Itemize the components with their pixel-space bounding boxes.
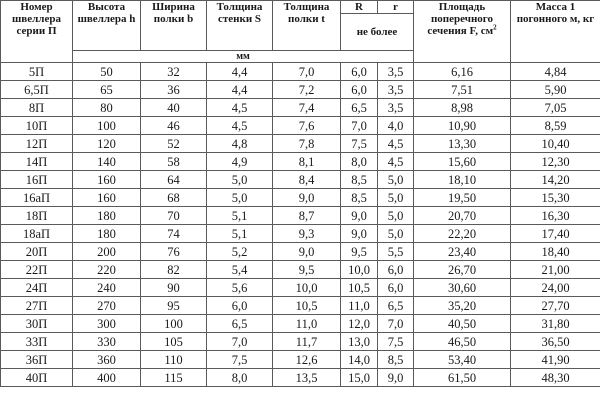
table-row — [1, 81, 600, 99]
cell-flange-width: 76 — [141, 243, 207, 261]
cell-radius-r: 6,0 — [378, 279, 414, 297]
cell-flange-thickness: 7,8 — [273, 135, 341, 153]
table-row — [1, 279, 600, 297]
cell-height: 180 — [73, 225, 141, 243]
cell-web-thickness: 4,5 — [207, 99, 273, 117]
cell-radius-r: 5,5 — [378, 243, 414, 261]
cell-radius-R: 13,0 — [341, 333, 378, 351]
cell-flange-thickness: 8,4 — [273, 171, 341, 189]
table-row — [1, 171, 600, 189]
cell-flange-width: 115 — [141, 369, 207, 387]
cell-area: 26,70 — [414, 261, 511, 279]
cell-mass: 12,30 — [511, 153, 600, 171]
cell-radius-r: 4,5 — [378, 135, 414, 153]
cell-flange-width: 46 — [141, 117, 207, 135]
cell-mass: 27,70 — [511, 297, 600, 315]
cell-radius-r: 7,0 — [378, 315, 414, 333]
cell-radius-r: 4,5 — [378, 153, 414, 171]
cell-radius-R: 10,0 — [341, 261, 378, 279]
cell-flange-thickness: 12,6 — [273, 351, 341, 369]
cell-flange-width: 64 — [141, 171, 207, 189]
cell-area: 19,50 — [414, 189, 511, 207]
cell-mass: 17,40 — [511, 225, 600, 243]
header-web-thickness: Толщина стенки S — [207, 1, 273, 51]
cell-height: 160 — [73, 189, 141, 207]
cell-radius-R: 8,5 — [341, 171, 378, 189]
cell-height: 65 — [73, 81, 141, 99]
cell-radius-R: 6,0 — [341, 63, 378, 81]
header-no-more: не более — [341, 14, 414, 51]
header-flange-width: Ширина полки b — [141, 1, 207, 51]
cell-flange-thickness: 7,2 — [273, 81, 341, 99]
cell-web-thickness: 4,9 — [207, 153, 273, 171]
cell-area: 35,20 — [414, 297, 511, 315]
cell-web-thickness: 4,4 — [207, 81, 273, 99]
cell-designation: 24П — [1, 279, 73, 297]
cell-mass: 8,59 — [511, 117, 600, 135]
table-row — [1, 243, 600, 261]
cell-flange-width: 40 — [141, 99, 207, 117]
cell-flange-width: 110 — [141, 351, 207, 369]
cell-radius-r: 9,0 — [378, 369, 414, 387]
cell-designation: 12П — [1, 135, 73, 153]
cell-area: 8,98 — [414, 99, 511, 117]
cell-designation: 16П — [1, 171, 73, 189]
cell-radius-r: 4,0 — [378, 117, 414, 135]
cell-radius-R: 14,0 — [341, 351, 378, 369]
table-row — [1, 207, 600, 225]
cell-radius-r: 6,5 — [378, 297, 414, 315]
cell-mass: 31,80 — [511, 315, 600, 333]
cell-radius-r: 6,0 — [378, 261, 414, 279]
cell-radius-r: 5,0 — [378, 225, 414, 243]
cell-flange-thickness: 9,0 — [273, 243, 341, 261]
table-row — [1, 117, 600, 135]
cell-flange-thickness: 11,0 — [273, 315, 341, 333]
cell-area: 18,10 — [414, 171, 511, 189]
cell-flange-thickness: 9,3 — [273, 225, 341, 243]
cell-area: 13,30 — [414, 135, 511, 153]
cell-designation: 8П — [1, 99, 73, 117]
cell-web-thickness: 4,8 — [207, 135, 273, 153]
cell-designation: 6,5П — [1, 81, 73, 99]
cell-flange-thickness: 10,0 — [273, 279, 341, 297]
cell-area: 40,50 — [414, 315, 511, 333]
cell-mass: 16,30 — [511, 207, 600, 225]
table-row — [1, 99, 600, 117]
cell-mass: 48,30 — [511, 369, 600, 387]
cell-web-thickness: 5,4 — [207, 261, 273, 279]
cell-height: 360 — [73, 351, 141, 369]
cell-flange-thickness: 10,5 — [273, 297, 341, 315]
cell-designation: 20П — [1, 243, 73, 261]
cell-designation: 14П — [1, 153, 73, 171]
cell-designation: 18аП — [1, 225, 73, 243]
cell-flange-thickness: 11,7 — [273, 333, 341, 351]
header-units-mm: мм — [73, 51, 414, 63]
header-mass: Масса 1 погонного м, кг — [511, 1, 600, 63]
cell-radius-r: 3,5 — [378, 63, 414, 81]
cell-area: 53,40 — [414, 351, 511, 369]
table-row — [1, 135, 600, 153]
cell-flange-thickness: 9,0 — [273, 189, 341, 207]
cell-height: 160 — [73, 171, 141, 189]
cell-area: 22,20 — [414, 225, 511, 243]
cell-flange-width: 105 — [141, 333, 207, 351]
cell-web-thickness: 5,1 — [207, 225, 273, 243]
cell-radius-r: 3,5 — [378, 99, 414, 117]
cell-web-thickness: 5,0 — [207, 189, 273, 207]
cell-mass: 7,05 — [511, 99, 600, 117]
cell-flange-width: 90 — [141, 279, 207, 297]
cell-area: 23,40 — [414, 243, 511, 261]
cell-radius-R: 9,5 — [341, 243, 378, 261]
cell-area: 30,60 — [414, 279, 511, 297]
table-row — [1, 315, 600, 333]
cell-radius-R: 8,5 — [341, 189, 378, 207]
cell-radius-R: 9,0 — [341, 207, 378, 225]
cell-mass: 36,50 — [511, 333, 600, 351]
cell-flange-width: 95 — [141, 297, 207, 315]
cell-height: 330 — [73, 333, 141, 351]
cell-flange-thickness: 9,5 — [273, 261, 341, 279]
cell-flange-thickness: 7,4 — [273, 99, 341, 117]
cell-radius-R: 7,0 — [341, 117, 378, 135]
cell-web-thickness: 7,5 — [207, 351, 273, 369]
cell-mass: 18,40 — [511, 243, 600, 261]
cell-height: 240 — [73, 279, 141, 297]
cell-mass: 5,90 — [511, 81, 600, 99]
table-row — [1, 351, 600, 369]
cell-radius-R: 8,0 — [341, 153, 378, 171]
header-flange-thickness: Толщина полки t — [273, 1, 341, 51]
cell-designation: 22П — [1, 261, 73, 279]
cell-radius-R: 10,5 — [341, 279, 378, 297]
cell-area: 6,16 — [414, 63, 511, 81]
cell-web-thickness: 4,5 — [207, 117, 273, 135]
cell-height: 180 — [73, 207, 141, 225]
table-row — [1, 189, 600, 207]
cell-height: 50 — [73, 63, 141, 81]
table-row — [1, 261, 600, 279]
cell-web-thickness: 5,1 — [207, 207, 273, 225]
cell-radius-R: 12,0 — [341, 315, 378, 333]
cell-flange-thickness: 7,0 — [273, 63, 341, 81]
cell-mass: 14,20 — [511, 171, 600, 189]
cell-flange-width: 32 — [141, 63, 207, 81]
cell-flange-thickness: 7,6 — [273, 117, 341, 135]
cell-web-thickness: 8,0 — [207, 369, 273, 387]
cell-radius-r: 5,0 — [378, 207, 414, 225]
table-row — [1, 297, 600, 315]
cell-radius-R: 11,0 — [341, 297, 378, 315]
table-row — [1, 153, 600, 171]
cell-height: 100 — [73, 117, 141, 135]
cell-height: 220 — [73, 261, 141, 279]
cell-designation: 36П — [1, 351, 73, 369]
cell-mass: 4,84 — [511, 63, 600, 81]
cell-radius-R: 15,0 — [341, 369, 378, 387]
cell-radius-r: 3,5 — [378, 81, 414, 99]
cell-area: 46,50 — [414, 333, 511, 351]
cell-flange-width: 100 — [141, 315, 207, 333]
cell-flange-width: 70 — [141, 207, 207, 225]
cell-height: 300 — [73, 315, 141, 333]
cell-flange-thickness: 13,5 — [273, 369, 341, 387]
cell-flange-width: 58 — [141, 153, 207, 171]
table-body — [1, 63, 600, 387]
cell-designation: 5П — [1, 63, 73, 81]
cell-designation: 18П — [1, 207, 73, 225]
cell-web-thickness: 5,6 — [207, 279, 273, 297]
table-row — [1, 369, 600, 387]
cell-radius-r: 5,0 — [378, 189, 414, 207]
cell-designation: 40П — [1, 369, 73, 387]
cell-radius-R: 7,5 — [341, 135, 378, 153]
table-row — [1, 333, 600, 351]
cell-area: 15,60 — [414, 153, 511, 171]
cell-mass: 41,90 — [511, 351, 600, 369]
cell-height: 120 — [73, 135, 141, 153]
cell-web-thickness: 5,2 — [207, 243, 273, 261]
cell-radius-R: 9,0 — [341, 225, 378, 243]
cell-radius-r: 7,5 — [378, 333, 414, 351]
cell-radius-r: 8,5 — [378, 351, 414, 369]
cell-designation: 27П — [1, 297, 73, 315]
cell-height: 140 — [73, 153, 141, 171]
cell-designation: 33П — [1, 333, 73, 351]
cell-mass: 10,40 — [511, 135, 600, 153]
cell-mass: 21,00 — [511, 261, 600, 279]
header-area-label: Площадь поперечного сечения F, см — [427, 1, 494, 37]
cell-flange-width: 74 — [141, 225, 207, 243]
cell-radius-r: 5,0 — [378, 171, 414, 189]
table-row — [1, 63, 600, 81]
cell-web-thickness: 5,0 — [207, 171, 273, 189]
header-r: r — [378, 1, 414, 14]
header-area-sup: 2 — [493, 23, 497, 32]
cell-designation: 30П — [1, 315, 73, 333]
cell-mass: 24,00 — [511, 279, 600, 297]
cell-area: 7,51 — [414, 81, 511, 99]
cell-flange-width: 52 — [141, 135, 207, 153]
header-area — [414, 1, 511, 63]
cell-flange-thickness: 8,7 — [273, 207, 341, 225]
cell-area: 10,90 — [414, 117, 511, 135]
cell-area: 20,70 — [414, 207, 511, 225]
cell-designation: 10П — [1, 117, 73, 135]
cell-web-thickness: 6,5 — [207, 315, 273, 333]
cell-radius-R: 6,5 — [341, 99, 378, 117]
cell-flange-thickness: 8,1 — [273, 153, 341, 171]
cell-web-thickness: 7,0 — [207, 333, 273, 351]
cell-height: 200 — [73, 243, 141, 261]
cell-flange-width: 36 — [141, 81, 207, 99]
cell-flange-width: 82 — [141, 261, 207, 279]
cell-designation: 16аП — [1, 189, 73, 207]
cell-height: 270 — [73, 297, 141, 315]
header-R: R — [341, 1, 378, 14]
header-height: Высота швеллера h — [73, 1, 141, 51]
cell-height: 80 — [73, 99, 141, 117]
cell-web-thickness: 4,4 — [207, 63, 273, 81]
cell-mass: 15,30 — [511, 189, 600, 207]
header-designation: Номер швеллера серии П — [1, 1, 73, 63]
cell-height: 400 — [73, 369, 141, 387]
cell-web-thickness: 6,0 — [207, 297, 273, 315]
cell-radius-R: 6,0 — [341, 81, 378, 99]
cell-flange-width: 68 — [141, 189, 207, 207]
cell-area: 61,50 — [414, 369, 511, 387]
table-row — [1, 225, 600, 243]
